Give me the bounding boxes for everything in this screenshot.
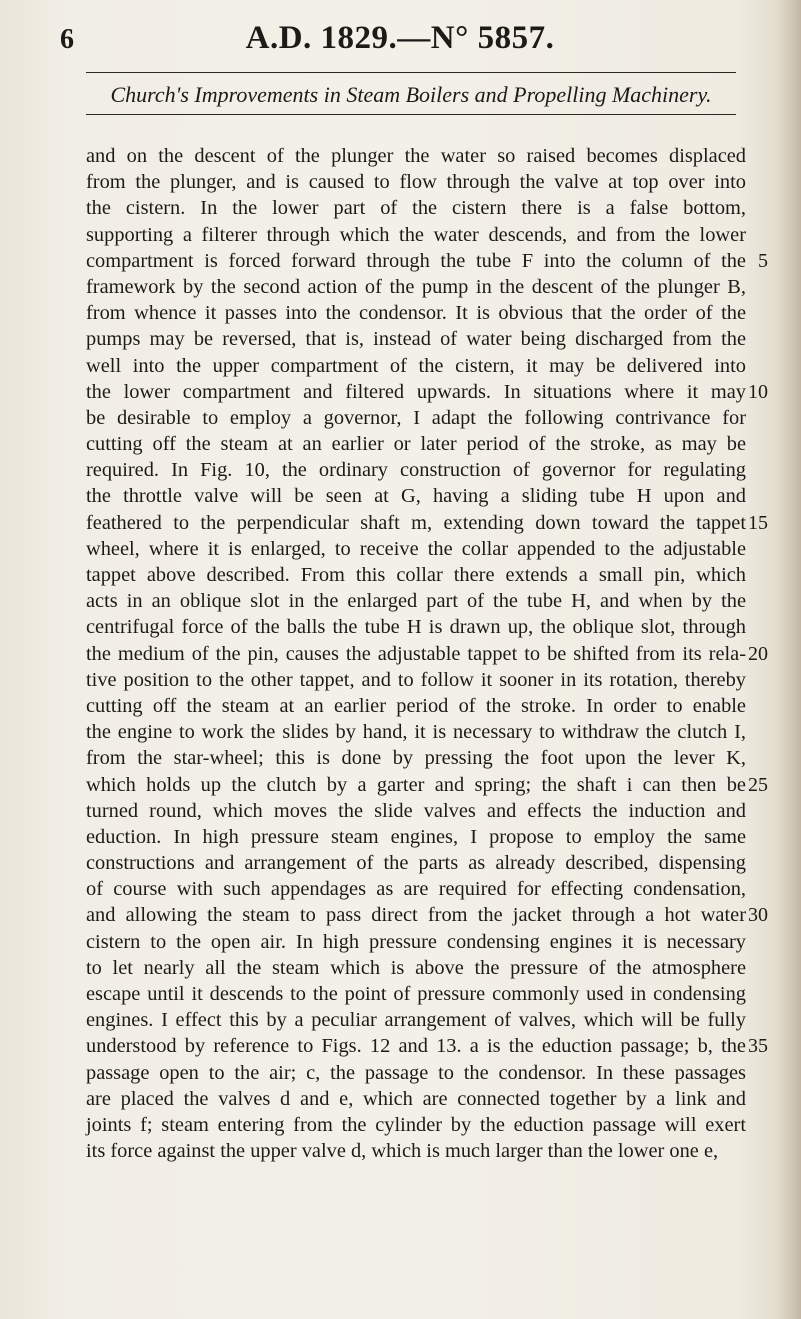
text-line-content: to let nearly all the steam which is above the pressure of the atmosphere <box>86 956 746 979</box>
text-line <box>86 353 746 379</box>
text-line <box>86 405 746 431</box>
text-line-content: from the star-wheel; this is done by pressing the foot upon the lever K, <box>86 747 746 770</box>
text-line-content: of course with such appendages as are required for effecting condensation, <box>86 878 746 901</box>
text-line-content: supporting a filterer through which the water descends, and from the lower <box>86 223 746 246</box>
text-line <box>86 1060 746 1086</box>
text-line-content: compartment is forced forward through the tube F into the column of the <box>86 249 746 272</box>
text-line-content: cutting off the steam at an earlier period of the stroke. In order to enable <box>86 694 746 717</box>
text-line-content: from the plunger, and is caused to flow through the valve at top over into <box>86 171 746 194</box>
running-title: Church's Improvements in Steam Boilers and Propelling Machinery. <box>110 82 712 107</box>
text-line <box>86 902 768 928</box>
text-line-content: centrifugal force of the balls the tube H is drawn up, the oblique slot, through <box>86 616 746 639</box>
text-line <box>86 719 746 745</box>
line-number: 20 <box>748 642 768 665</box>
text-line-content: constructions and arrangement of the parts as already described, dispensing <box>86 852 746 875</box>
text-line <box>86 195 746 221</box>
text-line <box>86 379 768 405</box>
text-line-content: framework by the second action of the pump in the descent of the plunger B, <box>86 275 746 298</box>
text-line-content: turned round, which moves the slide valves and effects the induction and <box>86 799 746 822</box>
text-line-content: acts in an oblique slot in the enlarged part of the tube H, and when by the <box>86 590 746 613</box>
text-line-content: tappet above described. From this collar there extends a small pin, which <box>86 564 746 586</box>
text-line <box>86 143 746 169</box>
text-line-content: engines. I effect this by a peculiar arrangement of valves, which will be fully <box>86 1009 746 1032</box>
page-header <box>60 20 740 60</box>
text-line <box>86 981 746 1007</box>
text-line <box>86 274 746 300</box>
text-line-content: and on the descent of the plunger the water so raised becomes displaced <box>86 145 746 167</box>
text-line-content: understood by reference to Figs. 12 and 13. a is the eduction passage; b, the <box>86 1035 746 1058</box>
text-line <box>86 1033 768 1059</box>
text-line <box>86 457 746 483</box>
line-number: 10 <box>748 380 768 403</box>
text-line-content: passage open to the air; c, the passage to the condensor. In these passages <box>86 1061 746 1084</box>
text-line <box>86 745 746 771</box>
text-line-content: wheel, where it is enlarged, to receive the collar appended to the adjustable <box>86 537 746 560</box>
text-line <box>86 536 746 562</box>
text-line <box>86 483 746 509</box>
text-line <box>86 562 746 588</box>
text-line <box>86 1007 746 1033</box>
text-line-content: well into the upper compartment of the cistern, it may be delivered into <box>86 354 746 377</box>
text-line-content: joints f; steam entering from the cylinder by the eduction passage will exert <box>86 1113 746 1136</box>
text-line-content: required. In Fig. 10, the ordinary construction of governor for regulating <box>86 459 746 482</box>
page-number: 6 <box>60 24 74 55</box>
text-line <box>86 850 746 876</box>
text-line-content: eduction. In high pressure steam engines, I propose to employ the same <box>86 825 746 848</box>
text-line <box>86 326 746 352</box>
line-number: 5 <box>758 249 768 272</box>
line-number: 25 <box>748 773 768 796</box>
line-number: 15 <box>748 511 768 534</box>
text-line-content: the throttle valve will be seen at G, having a sliding tube H upon and <box>86 485 746 508</box>
text-line <box>86 510 768 536</box>
text-line <box>86 248 768 274</box>
text-line-content: be desirable to employ a governor, I adapt the following contrivance for <box>86 406 746 429</box>
text-line-content: tive position to the other tappet, and to follow it sooner in its rotation, thereby <box>86 668 746 691</box>
text-line-content: its force against the upper valve d, which is much larger than the lower one e, <box>86 1140 719 1163</box>
text-line <box>86 876 746 902</box>
line-number: 30 <box>748 904 768 927</box>
text-line <box>86 693 746 719</box>
header-rule-top <box>86 72 736 73</box>
text-line <box>86 798 746 824</box>
text-line <box>86 614 746 640</box>
text-line <box>86 169 746 195</box>
text-line-content: which holds up the clutch by a garter and spring; the shaft i can then be <box>86 773 746 796</box>
text-line <box>86 772 768 798</box>
text-line <box>86 641 768 667</box>
text-line-content: the medium of the pin, causes the adjustable tappet to be shifted from its rela- <box>86 642 746 665</box>
line-number: 35 <box>748 1035 768 1058</box>
text-line <box>86 929 746 955</box>
text-line-content: cistern to the open air. In high pressure condensing engines it is necessary <box>86 930 746 953</box>
body-text <box>86 143 768 1164</box>
text-line-content: the lower compartment and filtered upwards. In situations where it may <box>86 380 746 403</box>
text-line <box>86 431 746 457</box>
text-line-content: feathered to the perpendicular shaft m, extending down toward the tappet <box>86 511 746 534</box>
text-line <box>86 667 746 693</box>
text-line-content: the engine to work the slides by hand, it is necessary to withdraw the clutch I, <box>86 721 746 744</box>
page-edge-shadow <box>775 0 801 1319</box>
text-line <box>86 1086 746 1112</box>
text-line-content: from whence it passes into the condensor. It is obvious that the order of the <box>86 302 746 325</box>
text-line-content: escape until it descends to the point of pressure commonly used in condensing <box>86 983 746 1005</box>
header-rule-bottom <box>86 114 736 115</box>
text-line-content: are placed the valves d and e, which are connected together by a link and <box>86 1087 746 1110</box>
text-line-content: pumps may be reversed, that is, instead of water being discharged from the <box>86 328 746 351</box>
text-line <box>86 955 746 981</box>
text-line <box>86 1112 746 1138</box>
text-line <box>86 1138 746 1164</box>
text-line <box>86 824 746 850</box>
text-line-content: cutting off the steam at an earlier or later period of the stroke, as may be <box>86 433 746 456</box>
text-line-content: the cistern. In the lower part of the cistern there is a false bottom, <box>86 197 746 220</box>
patent-reference: A.D. 1829.—N° 5857. <box>245 20 555 56</box>
text-line-content: and allowing the steam to pass direct from the jacket through a hot water <box>86 904 746 927</box>
text-line <box>86 588 746 614</box>
text-line <box>86 300 746 326</box>
text-line <box>86 222 746 248</box>
